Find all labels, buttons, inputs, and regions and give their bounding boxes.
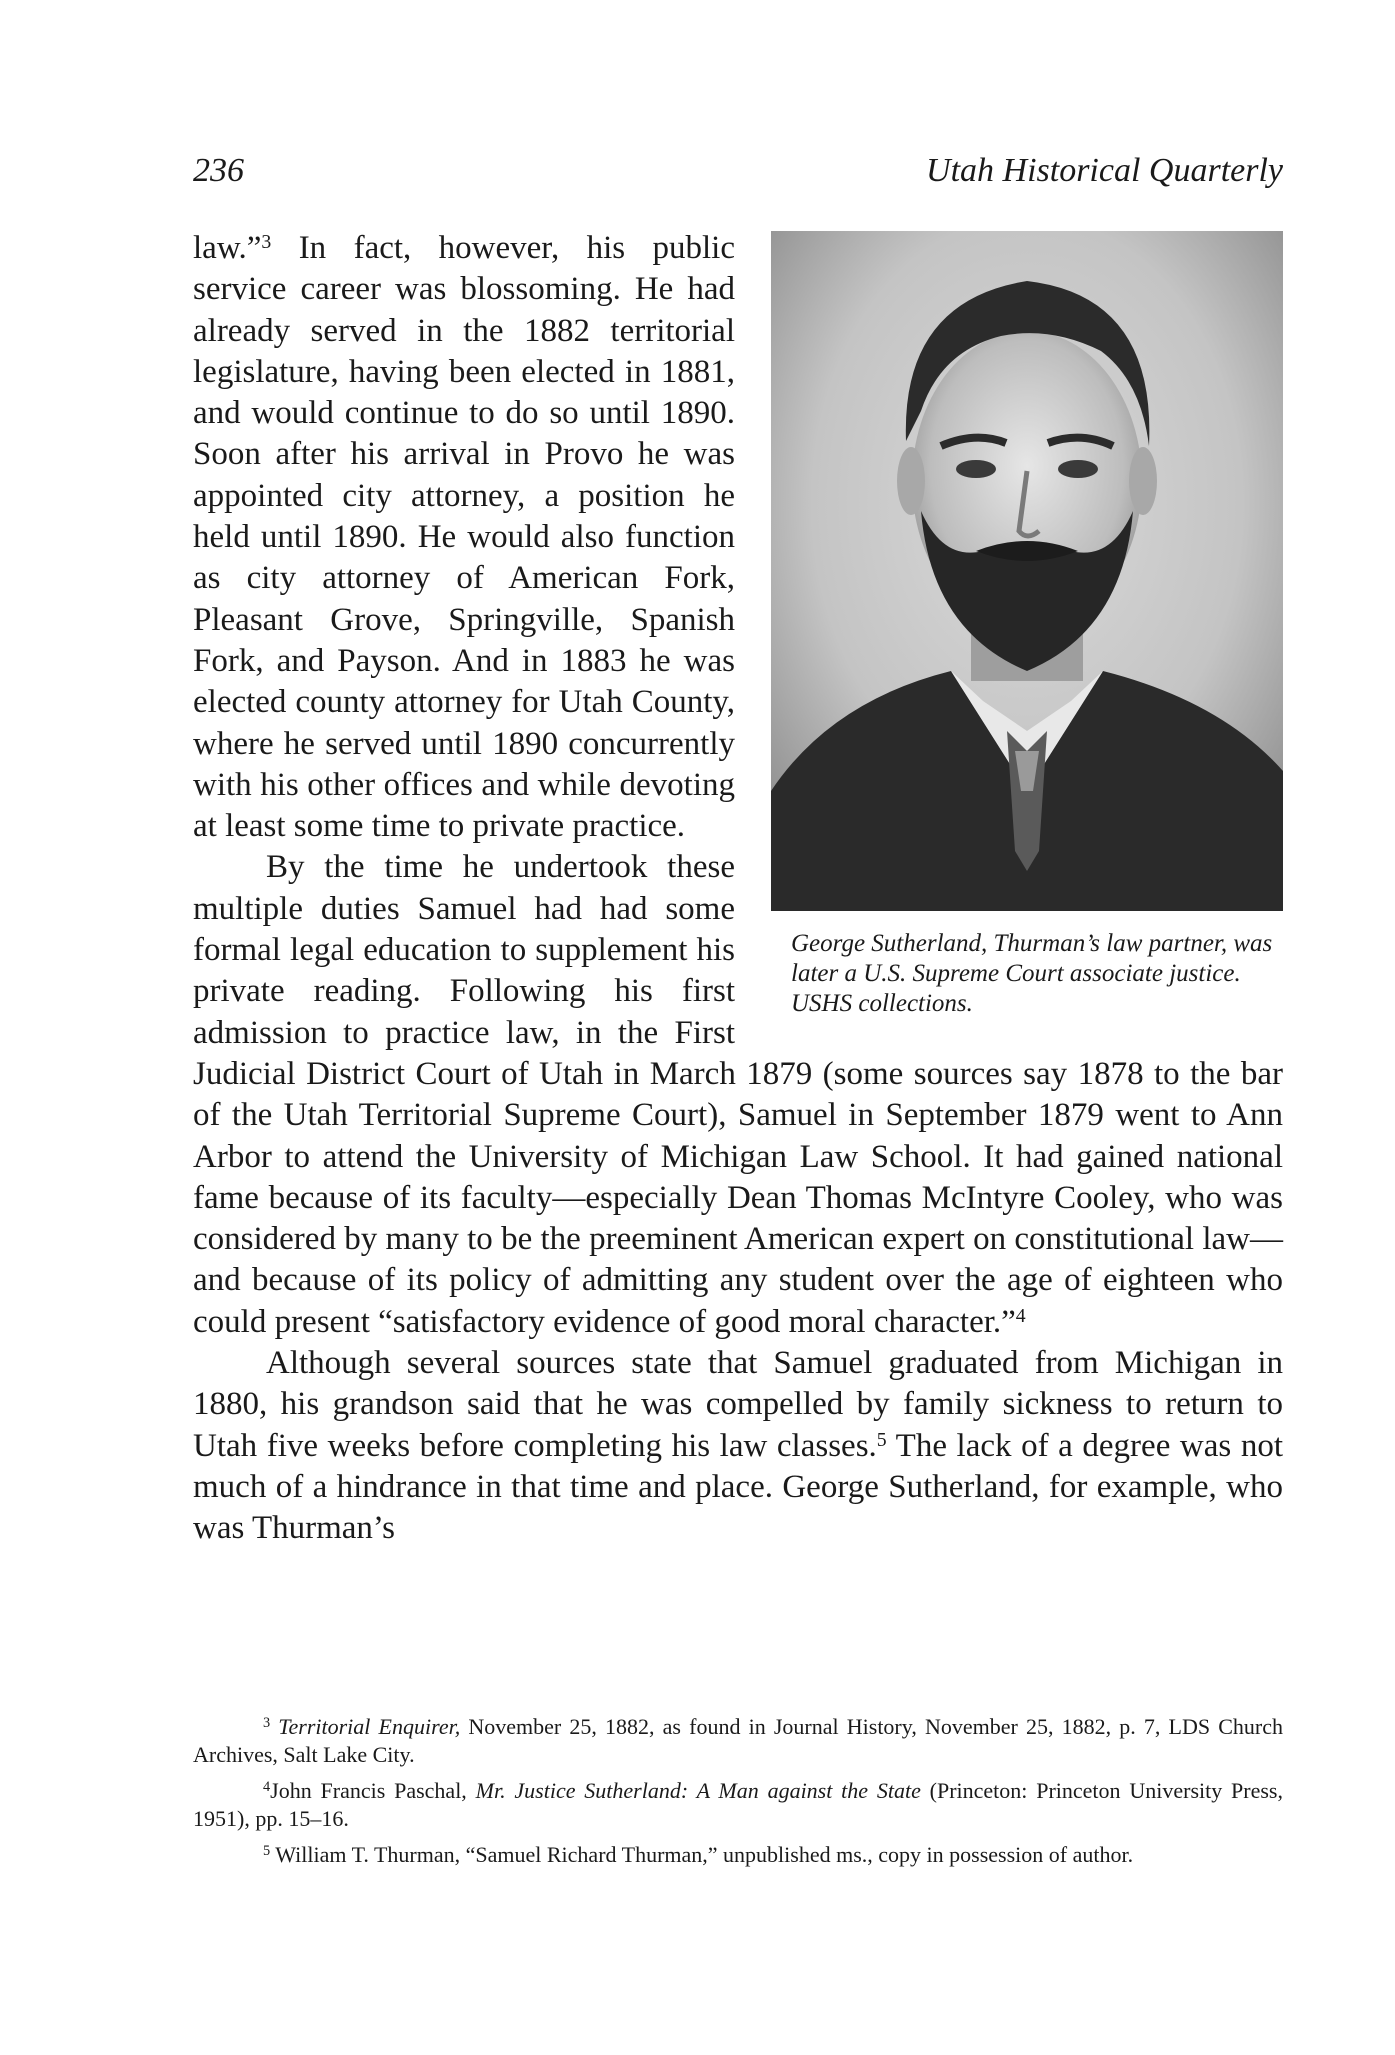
journal-title: Utah Historical Quarterly bbox=[926, 152, 1283, 189]
footnote-text: (Princeton: Princeton University Press, 1951), pp. 15–16. bbox=[193, 1778, 1283, 1831]
footnote-number: 5 bbox=[263, 1842, 271, 1859]
page-number: 236 bbox=[193, 152, 244, 189]
paragraph-3 bbox=[193, 1343, 1283, 1549]
footnote-number: 3 bbox=[263, 1714, 271, 1731]
footnote-text: William T. Thurman, “Samuel Richard Thurman,” unpublished ms., copy in possession of author. bbox=[275, 1842, 1134, 1867]
paragraph-3-rest: The lack of a degree was not much of a hindrance in that time and place. George Sutherland, for example, who was Thurman’s bbox=[193, 1427, 1283, 1547]
footnote-lead: John Francis Paschal, bbox=[270, 1778, 476, 1803]
figure bbox=[771, 231, 1283, 1019]
footnote-ref-3: 3 bbox=[261, 231, 272, 254]
footnote-5 bbox=[193, 1841, 1283, 1869]
paragraph-1-lead: law.” bbox=[193, 230, 262, 266]
footnote-ref-5: 5 bbox=[876, 1428, 887, 1451]
footnote-4 bbox=[193, 1777, 1283, 1832]
footnotes bbox=[193, 1713, 1283, 1878]
footnote-ref-4: 4 bbox=[1015, 1304, 1026, 1327]
running-header bbox=[193, 152, 1283, 202]
footnote-italic: Mr. Justice Sutherland: A Man against the State bbox=[475, 1778, 921, 1803]
paragraph-2-text: By the time he undertook these multiple duties Samuel had had some formal legal education to supplement his private reading. Following his first admission to practice law, in the First Judicial District Court of Utah in March 1879 (some sources say 1878 to the bar of the Utah Territorial Supreme Court), Samuel in September 1879 went to Ann Arbor to attend the University of Michigan Law School. It had gained national fame because of its faculty—especially Dean Thomas McIntyre Cooley, who was considered by many to be the preeminent American expert on constitutional law—and because of its policy of admitting any student over the age of eighteen who could present “satisfactory evidence of good moral character.” bbox=[193, 849, 1283, 1340]
paragraph-3-text: Although several sources state that Samuel graduated from Michigan in 1880, his grandson said that he was compelled by family sickness to return to Utah five weeks before completing his law classes. bbox=[193, 1345, 1283, 1464]
footnote-text: November 25, 1882, as found in Journal History, November 25, 1882, p. 7, LDS Church Archives, Salt Lake City. bbox=[193, 1714, 1283, 1767]
article-body bbox=[193, 228, 1283, 1550]
footnote-3 bbox=[193, 1713, 1283, 1768]
paragraph-1-text: In fact, however, his public service career was blossoming. He had already served in the 1882 territorial legislature, having been elected in 1881, and would continue to do so until 1890. Soon after his arrival in Provo he was appointed city attorney, a position he held until 1890. He would also function as city attorney of American Fork, Pleasant Grove, Springville, Spanish Fork, and Payson. And in 1883 he was elected county attorney for Utah County, where he served until 1890 concurrently with his other offices and while devoting at least some time to private practice. bbox=[193, 230, 735, 845]
footnote-italic: Territorial Enquirer, bbox=[278, 1714, 461, 1739]
footnote-number: 4 bbox=[263, 1778, 271, 1795]
figure-caption: George Sutherland, Thurman’s law partner, was later a U.S. Supreme Court associate justice. USHS collections. bbox=[791, 930, 1273, 1017]
portrait-photo-icon bbox=[771, 231, 1283, 911]
